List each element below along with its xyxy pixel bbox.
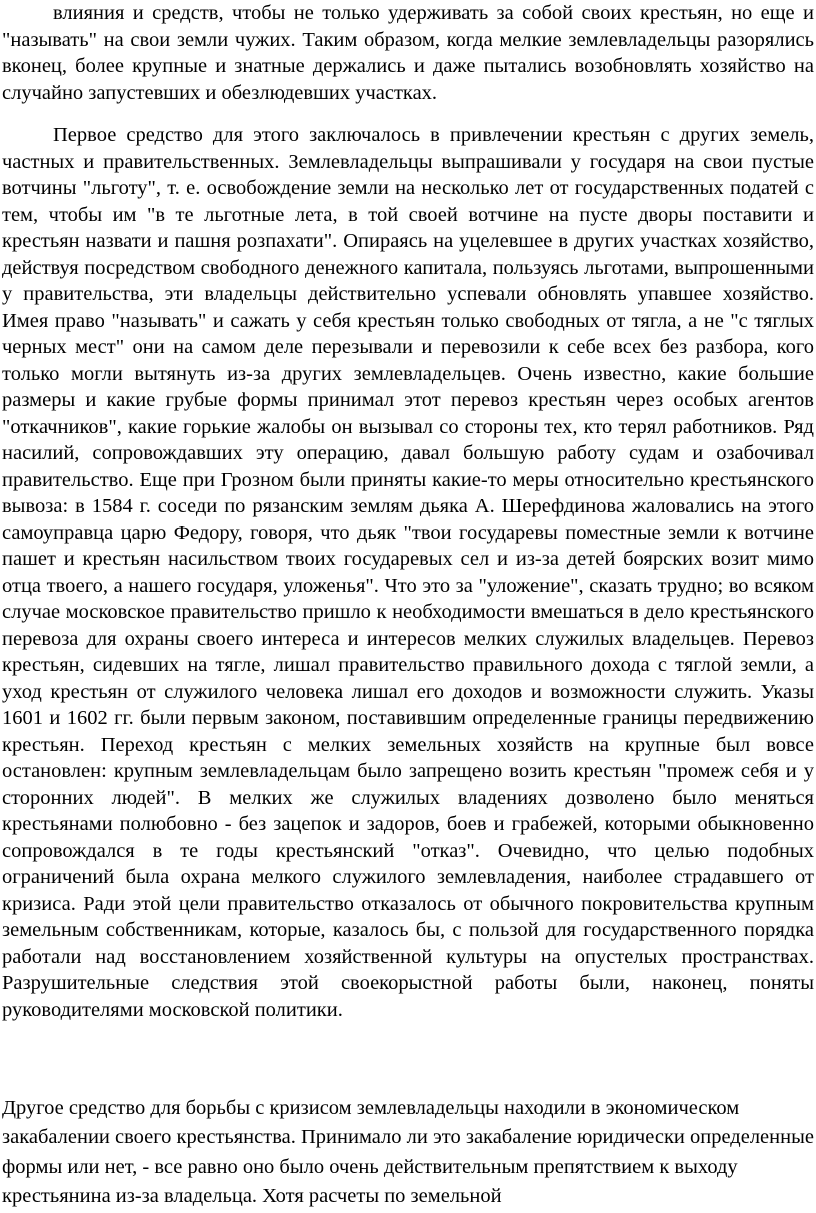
paragraph-continuation: влияния и средств, чтобы не только удерживать за собой своих крестьян, но еще и "называть" на свои земли чужих. Таким образом, когда мелкие землевладельцы разорялись вконец, более крупные и знатные держались и даже пытались возобновлять хозяйство на случайно запустевших и обезлюдевших участках. xyxy=(2,2,814,104)
paragraph-second-means: Другое средство для борьбы с кризисом землевладельцы находили в экономическом закабалении своего крестьянства. Принимало ли это закабаление юридически определенные формы или нет, - все равно оно было очень действительным препятствием к выходу крестьянина из-за владельца. Хотя расчеты по земельной xyxy=(2,1097,814,1207)
paragraph-first-means: Первое средство для этого заключалось в привлечении крестьян с других земель, частных и правительственных. Землевладельцы выпрашивали у государя на свои пустые вотчины "льготу", т. е. освобождение земли на несколько лет от государственных податей с тем, чтобы им "в те льготные лета, в той своей вотчине на пусте дворы поставити и крестьян назвати и пашня розпахати". Опираясь на уцелевшее в других участках хозяйство, действуя посредством свободного денежного капитала, пользуясь льготами, выпрошенными у правительства, эти владельцы действительно успевали обновлять упавшее хозяйство. Имея право "называть" и сажать у себя крестьян только свободных от тягла, а не "с тяглых черных мест" они на самом деле перезывали и перевозили к себе всех без разбора, кого только могли вытянуть из-за других землевладельцев. Очень известно, какие большие размеры и какие грубые формы принимал этот перевоз крестьян через особых агентов "откачников", какие горькие жалобы он вызывал со стороны тех, кто терял работников. Ряд насилий, сопровождавших эту операцию, давал большую работу судам и озабочивал правительство. Еще при Грозном были приняты какие-то меры относительно крестьянского вывоза: в 1584 г. соседи по рязанским землям дьяка А. Шерефдинова жаловались на этого самоуправца царю Федору, говоря, что дьяк "твои государевы поместные земли к вотчине пашет и крестьян насильством твоих государевых сел и из-за детей боярских возит мимо отца твоего, а нашего государя, уложенья". Что это за "уложение", сказать трудно; во всяком случае московское правительство пришло к необходимости вмешаться в дело крестьянского перевоза для охраны своего интереса и интересов мелких служилых владельцев. Перевоз крестьян, сидевших на тягле, лишал правительство правильного дохода с тяглой земли, а уход крестьян от служилого человека лишал его доходов и возможности служить. Указы 1601 и 1602 гг. были первым законом, поставившим определенные границы передвижению крестьян. Переход крестьян с мелких земельных хозяйств на крупные был вовсе остановлен: крупным землевладельцам было запрещено возить крестьян "промеж себя и у сторонних людей". В мелких же служилых владениях дозволено было меняться крестьянами полюбовно - без зацепок и задоров, боев и грабежей, которыми обыкновенно сопровождался в те годы крестьянский "отказ". Очевидно, что целью подобных ограничений была охрана мелкого служилого землевладения, наиболее страдавшего от кризиса. Ради этой цели правительство отказалось от обычного покровительства крупным земельным собственникам, которые, казалось бы, с пользой для государственного порядка работали над восстановлением хозяйственной культуры на опустелых пространствах. Разрушительные следствия этой своекорыстной работы были, наконец, поняты руководителями московской политики. xyxy=(2,124,814,1021)
